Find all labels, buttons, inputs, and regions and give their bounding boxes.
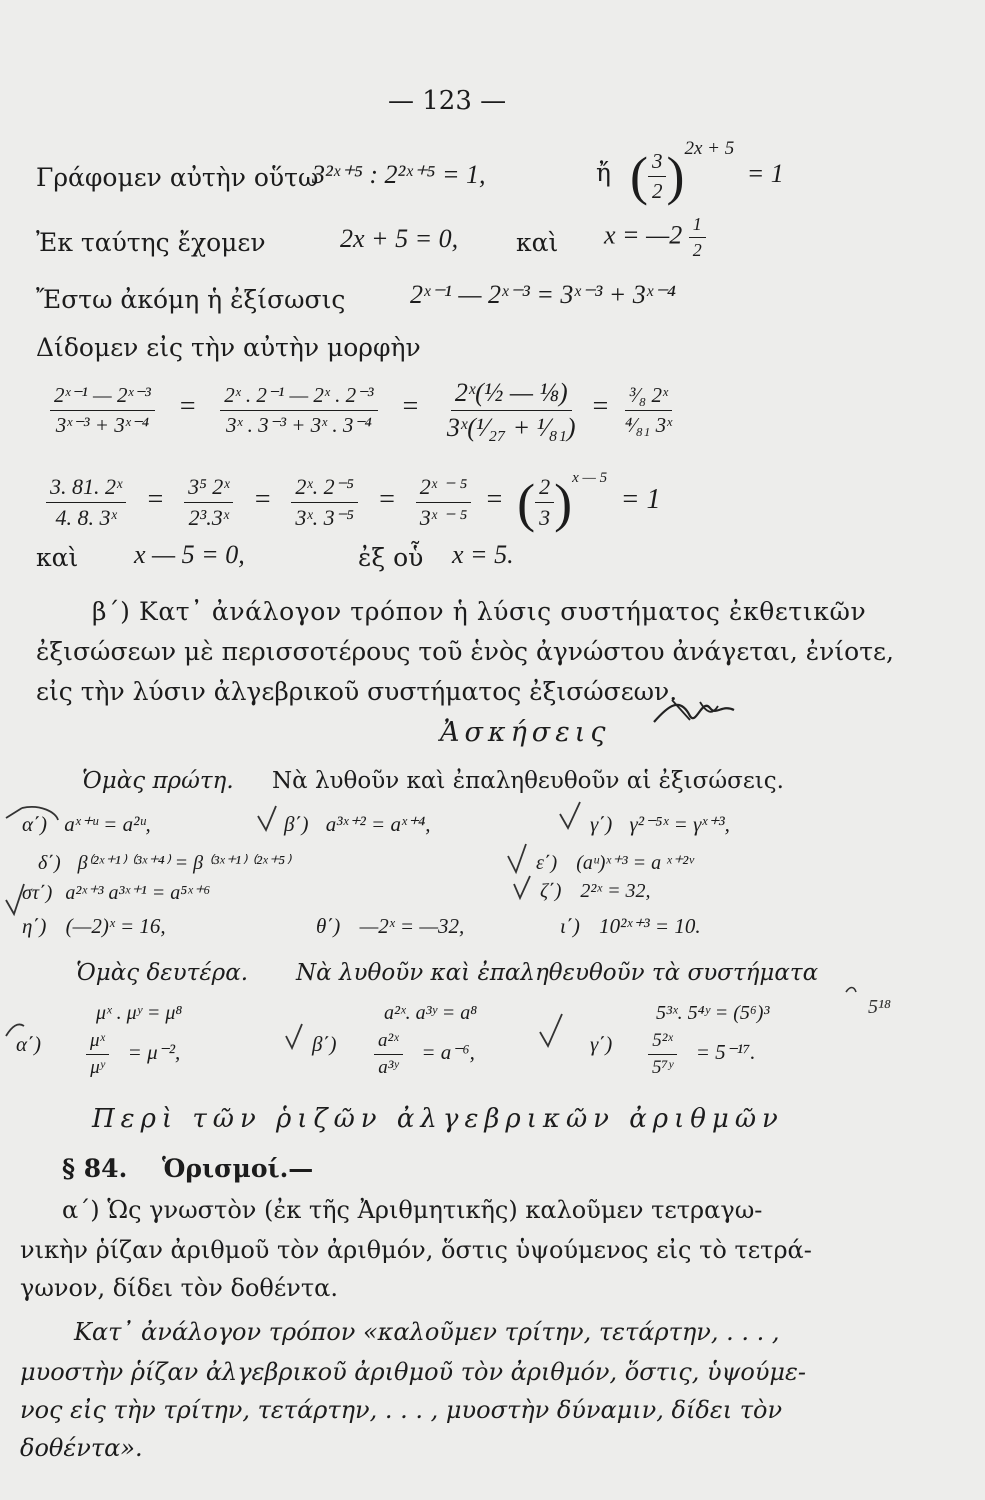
equation-7: x = 5. xyxy=(452,540,514,569)
equation-6: x — 5 = 0, xyxy=(134,540,245,569)
exercise-e: ε΄) (aᵘ)ˣ⁺³ = a ˣ⁺²ᵛ xyxy=(536,852,694,874)
word-and-2: καὶ xyxy=(36,543,79,572)
paragraph-last-line-1: Κατ᾿ ἀνάλογον τρόπον «καλοῦμεν τρίτην, τετάρτην, . . . , xyxy=(74,1318,780,1346)
paragraph-a-line-2: νικὴν ῥίζαν ἀριθμοῦ τὸν ἀριθμόν, ὅστις ὑψούμενος εἰς τὸ τετρά- xyxy=(20,1236,812,1264)
exercise-th: θ΄) —2ˣ = —32, xyxy=(316,914,465,938)
system-a-line-2: $\frac{\text{μˣ}}{\text{μʸ}}$ = μ⁻², xyxy=(86,1030,180,1079)
handwritten-check-marks xyxy=(0,800,985,1060)
system-b-line-2: $\frac{\text{a²ˣ}}{\text{a³ʸ}}$ = a⁻⁶, xyxy=(374,1030,475,1079)
group-2-instruction: Νὰ λυθοῦν καὶ ἐπαληθευθοῦν τὰ συστήματα xyxy=(296,960,819,986)
system-c-line-1: 5³ˣ. 5⁴ʸ = (5⁶)³ xyxy=(656,1002,770,1024)
exercise-i: ι΄) 10²ˣ⁺³ = 10. xyxy=(560,914,701,938)
system-b-tag: β΄) xyxy=(312,1032,337,1056)
equation-3: 2x + 5 = 0, xyxy=(340,224,459,253)
text-line-3: Ἔστω ἀκόμη ἡ ἐξίσωσις xyxy=(36,285,346,314)
group-1-instruction: Νὰ λυθοῦν καὶ ἐπαληθευθοῦν αἱ ἐξισώσεις. xyxy=(272,768,784,794)
word-whence: ἐξ οὗ xyxy=(358,543,424,572)
system-c-line-2: $\frac{\text{5²ˣ}}{\text{5⁷ʸ}}$ = 5⁻¹⁷. xyxy=(648,1030,756,1079)
equation-5: 2ˣ⁻¹ — 2ˣ⁻³ = 3ˣ⁻³ + 3ˣ⁻⁴ xyxy=(410,280,676,309)
group-1-label: Ὁμὰς πρώτη. xyxy=(82,768,234,794)
paragraph-b-line-2: ἐξισώσεων μὲ περισσοτέρους τοῦ ἑνὸς ἀγνώστου ἀνάγεται, ἐνίοτε, xyxy=(36,637,894,666)
text-line-2: Ἐκ ταύτης ἔχομεν xyxy=(36,228,266,257)
equation-1: 3²ˣ⁺⁵ : 2²ˣ⁺⁵ = 1, xyxy=(312,160,486,189)
word-or: ἤ xyxy=(596,158,611,187)
exercise-b: β΄) a³ˣ⁺² = aˣ⁺⁴, xyxy=(284,812,431,836)
exercise-h: η΄) (—2)ˣ = 16, xyxy=(22,914,166,938)
system-a-tag: α΄) xyxy=(16,1032,42,1056)
exercise-a: α΄) aˣ⁺ᵘ = a²ᵘ, xyxy=(22,812,151,836)
text-line-4: Δίδομεν εἰς τὴν αὐτὴν μορφὴν xyxy=(36,333,421,362)
paragraph-a-line-1: α΄) Ὡς γνωστὸν (ἐκ τῆς Ἀριθμητικῆς) καλοῦμεν τετραγω- xyxy=(62,1196,763,1224)
paragraph-last-line-2: μυοστὴν ῥίζαν ἀλγεβρικοῦ ἀριθμοῦ τὸν ἀριθμόν, ὅστις, ὑψούμε- xyxy=(20,1358,806,1386)
equation-4: x = —2 $\frac{1}{2}$ xyxy=(604,214,706,261)
exercises-title: Ἀσκήσεις xyxy=(440,717,611,748)
exercise-z: ζ΄) 2²ˣ = 32, xyxy=(540,880,651,902)
system-a-line-1: μˣ . μʸ = μ⁸ xyxy=(96,1002,183,1024)
equation-block-2: $\frac{\text{3. 81. 2ˣ}}{\text{4. 8. 3ˣ}}$ = $\frac{\text{3⁵ 2ˣ}}{\text{2³.3ˣ}}$ = $\frac{\text{2ˣ. 2⁻⁵}}{\text{3ˣ. 3⁻⁵}}$ = $\frac{\text{2ˣ ⁻ ⁵}}{\text{3ˣ ⁻ ⁵}}$ = ( $\frac{2}{3}$ )$^{x — 5}$ = 1 xyxy=(36,470,661,534)
paragraph-b-line-3: εἰς τὴν λύσιν ἀλγεβρικοῦ συστήματος ἐξισώσεων. xyxy=(36,677,678,706)
section-number: § 84. xyxy=(62,1154,128,1183)
paragraph-last-line-4: δοθέντα». xyxy=(20,1434,143,1462)
word-and: καὶ xyxy=(516,228,559,257)
paragraph-last-line-3: νος εἰς τὴν τρίτην, τετάρτην, . . . , μυοστὴν δύναμιν, δίδει τὸν xyxy=(20,1396,783,1424)
section-heading: Περὶ τῶν ῥιζῶν ἀλγεβρικῶν ἀριθμῶν xyxy=(92,1104,784,1134)
group-2-label: Ὁμὰς δευτέρα. xyxy=(76,960,249,986)
equation-2: ( $\frac{3}{2}$ )$^{2x + 5}$ = 1 xyxy=(630,138,784,207)
paragraph-b-line-1: β΄) Κατ᾿ ἀνάλογον τρόπον ἡ λύσις συστήματος ἐκθετικῶν xyxy=(92,597,867,626)
page-number: — 123 — xyxy=(388,86,507,116)
system-b-line-1: a²ˣ. a³ʸ = a⁸ xyxy=(384,1002,478,1024)
exercise-d: δ΄) β⁽²ˣ⁺¹⁾ ⁽³ˣ⁺⁴⁾ = β ⁽³ˣ⁺¹⁾ ⁽²ˣ⁺⁵⁾ xyxy=(38,852,291,874)
text-line-1: Γράφομεν αὐτὴν οὕτω xyxy=(36,163,319,192)
system-c-tag: γ΄) xyxy=(590,1032,613,1056)
paragraph-a-line-3: γωνον, δίδει τὸν δοθέντα. xyxy=(20,1274,339,1302)
section-title: Ὁρισμοί.— xyxy=(162,1154,314,1183)
handwritten-signature xyxy=(650,686,740,730)
equation-block-1: $\frac{\text{2ˣ⁻¹ — 2ˣ⁻³}}{\text{3ˣ⁻³ + 3ˣ⁻⁴}}$ = $\frac{\text{2ˣ . 2⁻¹ — 2ˣ . 2⁻³}}{\text{3ˣ . 3⁻³ + 3ˣ . 3⁻⁴}}$ = $\frac{\text{2ˣ(½ — ⅛)}}{\text{3ˣ(¹⁄₂₇ + ¹⁄₈₁)}}$ = $\frac{\text{³⁄₈ 2ˣ}}{\text{⁴⁄₈₁ 3ˣ}}$ xyxy=(36,378,676,443)
exercise-st: στ΄) a²ˣ⁺³ a³ˣ⁺¹ = a⁵ˣ⁺⁶ xyxy=(22,882,211,904)
exercise-c: γ΄) γ²⁻⁵ˣ = γˣ⁺³, xyxy=(590,812,730,836)
margin-handwritten-note: 5¹⁸ xyxy=(868,996,891,1018)
